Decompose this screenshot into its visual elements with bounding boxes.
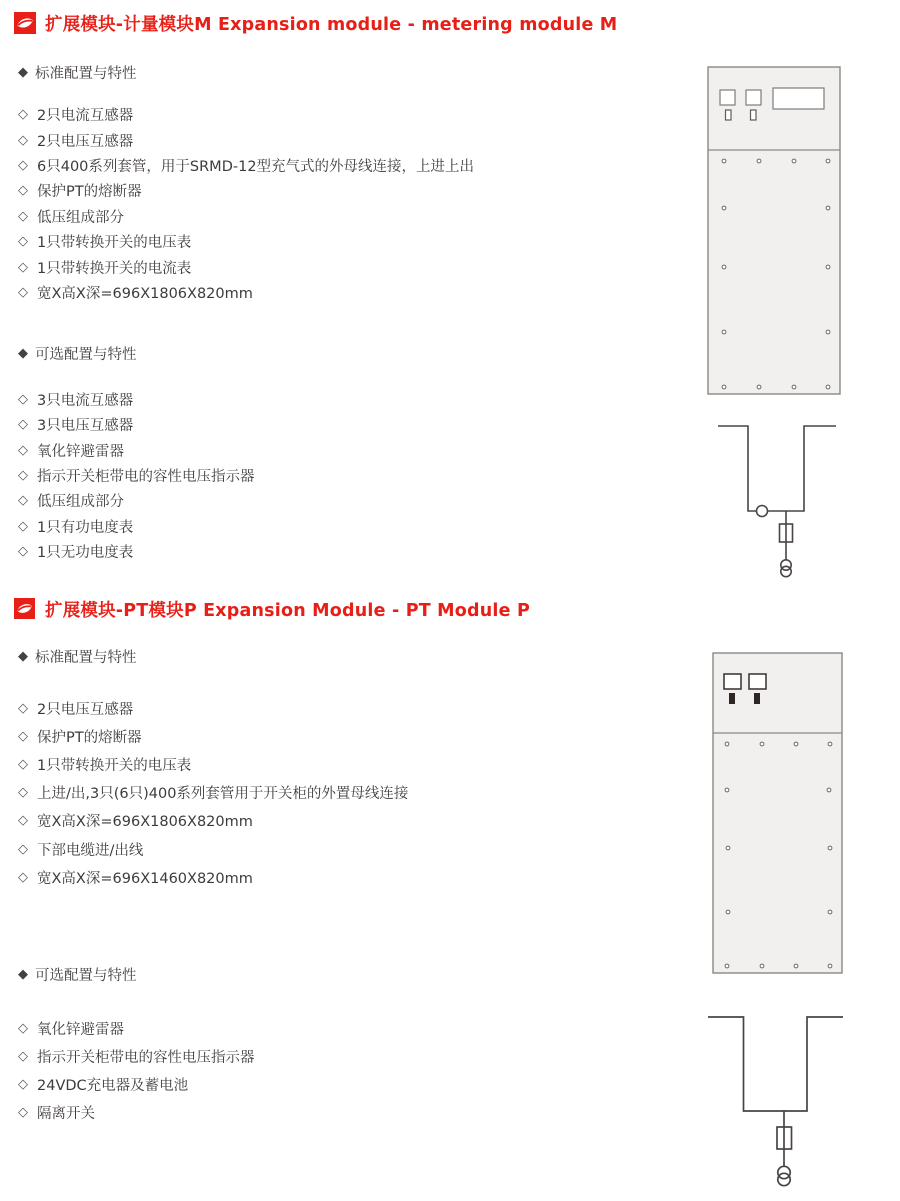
hollow-diamond-icon: ◇ [18, 1104, 28, 1120]
feature-item: ◇ 6只400系列套管，用于SRMD-12型充气式的外母线连接，上进上出 [18, 157, 475, 175]
metering-cabinet-front-view [690, 55, 860, 400]
filled-diamond-icon: ◆ [18, 649, 28, 664]
group-heading-label: 可选配置与特性 [35, 347, 137, 363]
filled-diamond-icon: ◆ [18, 346, 28, 361]
pt-optional-feature-list [18, 1014, 255, 1126]
hollow-diamond-icon: ◇ [18, 157, 28, 173]
heading-metering-optional [18, 343, 137, 364]
hollow-diamond-icon: ◇ [18, 841, 28, 857]
section-title-metering: 扩展模块-计量模块M Expansion module - metering module M [45, 14, 618, 35]
hollow-diamond-icon: ◇ [18, 284, 28, 300]
hollow-diamond-icon: ◇ [18, 1020, 28, 1036]
section-pt-title-row [14, 598, 530, 620]
feature-item: ◇ 2只电压互感器 [18, 132, 134, 150]
hollow-diamond-icon: ◇ [18, 785, 28, 801]
hollow-diamond-icon: ◇ [18, 493, 28, 509]
feature-item: ◇ 下部电缆进/出线 [18, 841, 144, 859]
brand-logo-icon [14, 12, 36, 34]
brand-logo-icon [14, 598, 36, 620]
hollow-diamond-icon: ◇ [18, 869, 28, 885]
heading-metering-standard [18, 62, 137, 83]
hollow-diamond-icon: ◇ [18, 107, 28, 123]
feature-item: ◇ 3只电压互感器 [18, 417, 134, 435]
feature-item: ◇ 保护PT的熔断器 [18, 183, 142, 201]
hollow-diamond-icon: ◇ [18, 234, 28, 250]
hollow-diamond-icon: ◇ [18, 208, 28, 224]
pt-single-line-diagram [690, 1005, 860, 1201]
hollow-diamond-icon: ◇ [18, 468, 28, 484]
filled-diamond-icon: ◆ [18, 967, 28, 982]
metering-standard-feature-list [18, 102, 474, 305]
feature-item: ◇ 低压组成部分 [18, 493, 124, 511]
feature-item: ◇ 1只无功电度表 [18, 543, 134, 561]
hollow-diamond-icon: ◇ [18, 700, 28, 716]
hollow-diamond-icon: ◇ [18, 1076, 28, 1092]
feature-item: ◇ 1只带转换开关的电流表 [18, 259, 192, 277]
feature-item: ◇ 1只带转换开关的电压表 [18, 234, 192, 252]
section-metering-title-row [14, 12, 617, 34]
feature-item: ◇ 宽X高X深=696X1460X820mm [18, 869, 253, 887]
feature-item: ◇ 指示开关柜带电的容性电压指示器 [18, 1048, 255, 1066]
hollow-diamond-icon: ◇ [18, 132, 28, 148]
metering-single-line-diagram [690, 415, 860, 585]
hollow-diamond-icon: ◇ [18, 442, 28, 458]
hollow-diamond-icon: ◇ [18, 728, 28, 744]
feature-item: ◇ 低压组成部分 [18, 208, 124, 226]
feature-item: ◇ 1只带转换开关的电压表 [18, 756, 192, 774]
feature-item: ◇ 保护PT的熔断器 [18, 728, 142, 746]
filled-diamond-icon: ◆ [18, 65, 28, 80]
feature-item: ◇ 指示开关柜带电的容性电压指示器 [18, 468, 255, 486]
feature-item: ◇ 隔离开关 [18, 1104, 95, 1122]
feature-item: ◇ 24VDC充电器及蓄电池 [18, 1076, 189, 1094]
pt-cabinet-front-view [695, 645, 860, 985]
feature-item: ◇ 3只电流互感器 [18, 392, 134, 410]
hollow-diamond-icon: ◇ [18, 183, 28, 199]
pt-standard-feature-list [18, 694, 408, 891]
feature-item: ◇ 宽X高X深=696X1806X820mm [18, 813, 253, 831]
heading-pt-optional [18, 964, 137, 985]
hollow-diamond-icon: ◇ [18, 417, 28, 433]
hollow-diamond-icon: ◇ [18, 543, 28, 559]
feature-item: ◇ 氧化锌避雷器 [18, 1020, 124, 1038]
feature-item: ◇ 1只有功电度表 [18, 518, 134, 536]
hollow-diamond-icon: ◇ [18, 1048, 28, 1064]
hollow-diamond-icon: ◇ [18, 392, 28, 408]
group-heading-label: 标准配置与特性 [35, 66, 137, 82]
feature-item: ◇ 上进/出,3只(6只)400系列套管用于开关柜的外置母线连接 [18, 785, 409, 803]
group-heading-label: 标准配置与特性 [35, 650, 137, 666]
metering-optional-feature-list [18, 387, 255, 564]
section-title-pt: 扩展模块-PT模块P Expansion Module - PT Module P [45, 600, 530, 621]
hollow-diamond-icon: ◇ [18, 756, 28, 772]
hollow-diamond-icon: ◇ [18, 259, 28, 275]
hollow-diamond-icon: ◇ [18, 518, 28, 534]
feature-item: ◇ 2只电流互感器 [18, 107, 134, 125]
feature-item: ◇ 氧化锌避雷器 [18, 442, 124, 460]
hollow-diamond-icon: ◇ [18, 813, 28, 829]
heading-pt-standard [18, 646, 137, 667]
group-heading-label: 可选配置与特性 [35, 968, 137, 984]
feature-item: ◇ 宽X高X深=696X1806X820mm [18, 284, 253, 302]
feature-item: ◇ 2只电压互感器 [18, 700, 134, 718]
